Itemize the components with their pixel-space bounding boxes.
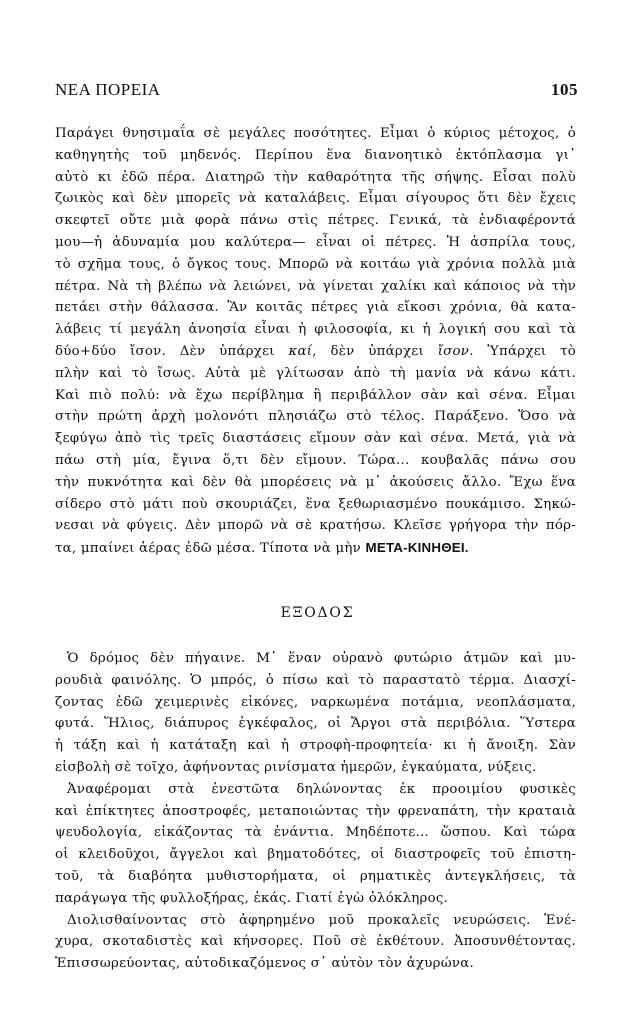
text-line: πέτρα. Νὰ τὴ βλέπω νὰ λειώνει, νὰ γίνεται χαλίκι καὶ κάποιος νὰ τὴν	[55, 278, 576, 294]
text-line: ζωικὸς καὶ δὲν μπορεῖς νὰ καταλάβεις. Εἶμαι σίγουρος ὅτι δὲν ἔχεις	[55, 191, 576, 207]
text-line: τὴν πυκνότητα καὶ δὲν θὰ μπορέσεις νὰ μ᾽ ἀκούσεις ἄλλο. Ἔχω ἕνα	[55, 474, 576, 490]
text-line: πετάει στὴν θάλασσα. Ἂν κοιτᾶς πέτρες γιὰ εἴκοσι χρόνια, θὰ κατα-	[55, 300, 576, 316]
text-line: αὐτὸ κι ἐδῶ πέρα. Διατηρῶ τὴν καθαρότητα τῆς σήψης. Εἶσαι πολὺ	[55, 169, 576, 185]
text-line	[55, 537, 576, 559]
body-text-section-1	[55, 123, 576, 559]
body-text-section-2	[55, 648, 576, 975]
text-line: οἱ κλειδοῦχοι, ἄγγελοι καὶ βηματοδότες, οἱ διαστροφεῖς τοῦ ἐπιστη-	[55, 847, 576, 863]
text-line: παράγωγα τῆς φυλλοξήρας, ἐκάς. Γιατί ἐγὼ ὁλόκληρος.	[55, 890, 449, 906]
text-line: ξεφύγω ἀπὸ τὶς τρεῖς διαστάσεις εἴμουν σὰν καὶ σένα. Μετά, γιὰ νὰ	[55, 431, 576, 447]
section-heading: ΕΞΟΔΟΣ	[280, 605, 355, 621]
text-line: πλὴν καὶ τὸ ἴσως. Αὐτὰ μὲ γλίτωσαν ἀπὸ τὴ μανία νὰ κάνω κάτι.	[55, 365, 576, 381]
text-line: φυτά. Ἥλιος, διάπυρος ἐγκέφαλος, οἱ Ἄργοι στὰ περιβόλια. Ὕστερα	[55, 716, 576, 732]
text-line: σκεφτεῖ οὔτε μιὰ φορὰ πάνω στὶς πέτρες. Γενικά, τὰ ἐνδιαφέροντά	[55, 213, 576, 229]
text-line: εἰσβολὴ σὲ τοῖχο, ἀφήνοντας ρινίσματα ἡμερῶν, ἐγκαύματα, νύξεις.	[55, 759, 537, 775]
text-line: σίδερο στὸ μάτι ποὺ σκουριάζει, ἕνα ξεθωριασμένο πουκάμισο. Σηκώ-	[55, 496, 576, 512]
text-line: καὶ ἐπίκτητες ἀποστροφές, μεταποιώντας τὴν φρεναπάτη, τὴν κραταιὰ	[55, 803, 576, 819]
text-line: στὴν πρώτη ἀρχὴ μολονότι πλησιάζω στὸ τέλος. Παράξενο. Ὅσο νὰ	[55, 409, 576, 425]
emphasis-text: καί	[288, 343, 313, 359]
text-line: πάω στὴ μία, ἔγινα ὅ,τι δὲν εἴμουν. Τώρα... κουβαλᾶς πάνω σου	[55, 452, 576, 468]
text-line: τοῦ, τὰ διαβόητα μυθιστορήματα, οἱ ρηματικὲς ἀντεγκλήσεις, τὰ	[55, 868, 576, 884]
page-number: 105	[551, 80, 578, 99]
page-header	[55, 80, 578, 102]
text-line: Ἀναφέρομαι στὰ ἐνεστῶτα δηλώνοντας ἐκ προοιμίου φυσικὲς	[67, 781, 576, 797]
text-line: Ὁ δρόμος δὲν πήγαινε. Μ᾽ ἕναν οὐρανὸ φυτώριο ἀτμῶν καὶ μυ-	[67, 651, 576, 666]
text-line: ζοντας ἐδῶ χειμερινὲς εἰκόνες, ναρκωμένα ποτάμια, νεοπλάσματα,	[55, 694, 576, 710]
text-line: καθηγητὴς τοῦ μηδενός. Περίπου ἕνα διανοητικὸ ἐκτόπλασμα γι᾽	[55, 147, 576, 163]
running-head: ΝΕΑ ΠΟΡΕΙΑ	[55, 80, 161, 99]
caps-text: ΜΕΤΑ-ΚΙΝΗΘΕΙ.	[365, 540, 469, 556]
text-line: ψευδολογία, εἰκάζοντας τὰ ἐνάντια. Μηδέποτε... ὥσπου. Καὶ τώρα	[55, 825, 576, 841]
text-line: Διολισθαίνοντας στὸ ἀφηρημένο μοῦ προκαλεῖς νευρώσεις. Ἐνέ-	[67, 912, 576, 928]
text-fragment: . Ὑπάρχει τὸ	[469, 343, 576, 359]
emphasis-text: ἴσον	[437, 343, 470, 359]
text-fragment: τα, μπαίνει ἀέρας ἐδῶ μέσα. Τίποτα νὰ μὴν	[55, 541, 362, 557]
text-fragment: δύο+δύο ἴσον. Δὲν ὑπάρχει	[55, 343, 275, 359]
text-line: χυρα, σκοταδιστὲς καὶ κήνσορες. Ποῦ σὲ ἐκθέτουν. Ἀποσυνθέτοντας.	[55, 934, 576, 950]
text-line: ἡ τάξη καὶ ἡ κατάταξη καὶ ἡ στροφὴ-προφητεία· κι ἡ ἄνοιξη. Σὰν	[55, 738, 576, 754]
text-line: μου—ἡ ἀδυναμία μου καλύτερα— εἶναι οἱ πέτρες. Ἡ ἀσπρίλα τους,	[55, 234, 576, 250]
text-line	[55, 341, 576, 363]
text-line: λάβεις τί μεγάλη ἀνοησία εἶναι ἡ φιλοσοφία, κι ἡ λογική σου καὶ τὰ	[55, 322, 576, 338]
text-line: Ἐπισσωρεύοντας, αὐτοδικαζόμενος σ᾽ αὐτὸν τὸν ἀχυρώνα.	[55, 956, 474, 972]
text-line: Καὶ πιὸ πολύ: νὰ ἔχω περίβλημα ἢ περιβάλλον σὰν καὶ σένα. Εἶμαι	[55, 387, 576, 403]
text-line: τὸ σχῆμα τους, ὁ ὄγκος τους. Μπορῶ νὰ κοιτάω γιὰ χρόνια πολλὰ μιὰ	[55, 256, 576, 272]
text-fragment: , δὲν ὑπάρχει	[312, 343, 424, 359]
text-line: ρουδιὰ φαινόλης. Ὁ μπρός, ὁ πίσω καὶ τὸ παραστατὸ τέρμα. Διασχί-	[55, 672, 576, 688]
text-line: Παράγει θνησιμαΐα σὲ μεγάλες ποσότητες. Εἶμαι ὁ κύριος μέτοχος, ὁ	[55, 126, 576, 141]
text-line: νεσαι νὰ φύγεις. Δὲν μπορῶ νὰ σὲ κρατήσω. Κλεῖσε γρήγορα τὴν πόρ-	[55, 518, 576, 534]
